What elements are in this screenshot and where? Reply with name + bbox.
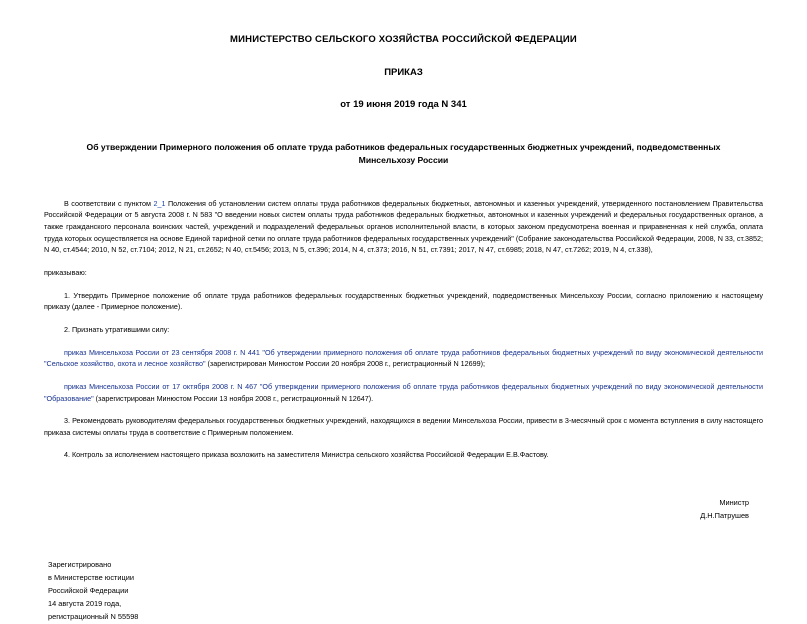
clause-4: 4. Контроль за исполнением настоящего приказа возложить на заместителя Министра сельского хозяйства Российской Федерации Е.В.Фастову. xyxy=(64,450,549,460)
registration-line-3: Российской Федерации xyxy=(48,585,129,595)
registration-line-5: регистрационный N 55598 xyxy=(48,611,139,621)
registration-line-2: в Министерстве юстиции xyxy=(48,572,135,582)
preamble-text-before: В соответствии с пунктом xyxy=(64,198,154,208)
clause-1: 1. Утвердить Примерное положение об оплате труда работников федеральных государственных бюджетных учреждений, подведомственных Минсельхозу России, согласно приложению к настоящему приказу (далее - Примерное положение). xyxy=(44,290,763,312)
clause-2-sub-2-tail: (зарегистрирован Минюстом России 13 ноября 2008 г., регистрационный N 12647). xyxy=(93,393,374,403)
registration-block xyxy=(44,559,763,624)
preamble-paragraph xyxy=(44,198,763,256)
signature-name: Д.Н.Патрушев xyxy=(700,511,749,521)
clause-2: 2. Признать утратившими силу: xyxy=(64,324,170,334)
clause-3: 3. Рекомендовать руководителям федеральных государственных бюджетных учреждений, находящихся в ведении Минсельхоза России, привести в 3-месячный срок с момента вступления в силу настоящего приказа системы оплаты труда в соответствие с Примерным положением. xyxy=(44,416,763,437)
document-body xyxy=(44,198,763,462)
registration-line-1: Зарегистрировано xyxy=(48,560,112,570)
clause-2-sub-1 xyxy=(44,347,763,370)
clause-2-sub-2 xyxy=(44,381,763,404)
clause-2-sub-2-link[interactable]: приказ Минсельхоза России от 17 октября 2008 г. N 467 "Об утверждении примерного положения об оплате труда работников федеральных бюджетных учреждений по виду экономической деятельности "Образование" xyxy=(44,381,763,403)
signature-position: Министр xyxy=(719,498,749,508)
signature-block xyxy=(44,497,763,523)
preamble-link[interactable]: 2_1 xyxy=(153,198,166,208)
registration-line-4: 14 августа 2019 года, xyxy=(48,598,122,608)
document-type-heading: ПРИКАЗ xyxy=(384,67,423,78)
clause-2-sub-1-link[interactable]: приказ Минсельхоза России от 23 сентября 2008 г. N 441 "Об утверждении примерного положения об оплате труда работников федеральных бюджетных учреждений по виду экономической деятельности "Сельское хозяйство, охота и лесное хозяйство" xyxy=(44,347,763,369)
order-word: приказываю: xyxy=(44,267,87,277)
document-date: от 19 июня 2019 года N 341 xyxy=(340,99,467,110)
document-title: Об утверждении Примерного положения об оплате труда работников федеральных государственных бюджетных учреждений, подведомственных Минсельхозу России xyxy=(86,142,721,166)
clause-2-sub-1-tail: (зарегистрирован Минюстом России 20 ноября 2008 г., регистрационный N 12699); xyxy=(205,359,486,369)
ministry-heading: МИНИСТЕРСТВО СЕЛЬСКОГО ХОЗЯЙСТВА РОССИЙСКОЙ ФЕДЕРАЦИИ xyxy=(230,34,577,45)
preamble-text-after: Положения об установлении систем оплаты труда работников федеральных бюджетных, автономных и казенных учреждений, утвержденного постановлением Правительства Российской Федерации от 5 августа 2008 г. N 583 "О введении новых систем оплаты труда работников федеральных бюджетных, автономных и казенных учреждений и федеральных государственных органов, а также гражданского персонала воинских частей, учреждений и подразделений федеральных органов исполнительной власти, в которых законом предусмотрена военная и приравненная к ней служба, оплата труда которых осуществляется на основе Единой тарифной сетки по оплате труда работников федеральных государственных учреждений" (Собрание законодательства Российской Федерации, 2008, N 33, ст.3852; N 40, ст.4544; 2010, N 52, ст.7104; 2012, N 21, ст.2652; N 40, ст.5456; 2013, N 5, ст.396; 2014, N 4, ст.373; 2016, N 51, ст.7391; 2017, N 47, ст.6985; 2018, N 47, ст.7262; 2019, N 4, ст.338), xyxy=(44,198,763,255)
